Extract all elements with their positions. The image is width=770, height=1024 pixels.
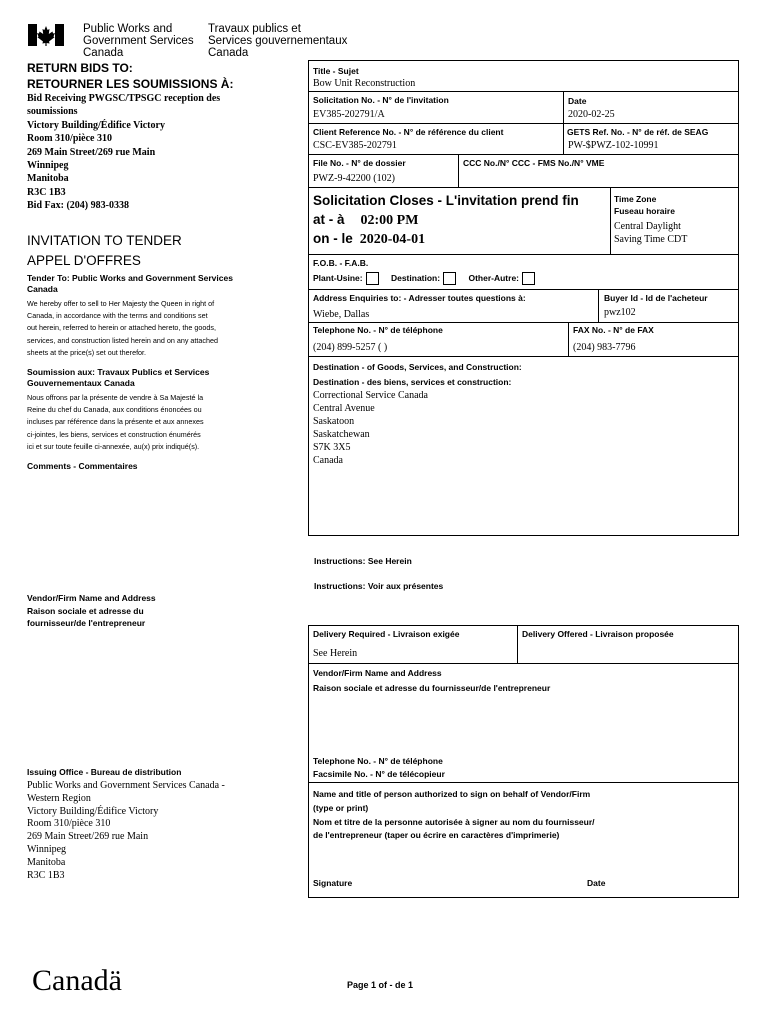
client-ref-label: Client Reference No. - N° de référence du client — [313, 127, 504, 137]
fob-options — [313, 272, 535, 285]
invitation-title: INVITATION TO TENDER APPEL D'OFFRES — [27, 233, 182, 268]
on-label: on - le — [313, 231, 353, 246]
gets-ref-value: PW-$PWZ-102-10991 — [568, 140, 659, 151]
tender-to-label: Tender To: Public Works and Government Services Canada — [27, 273, 233, 294]
instructions-fr: Instructions: Voir aux présentes — [314, 581, 444, 591]
closing-date — [313, 230, 425, 248]
signature-label: Signature — [313, 878, 353, 888]
destination-label: Destination: — [390, 272, 441, 283]
vendor-address-label: Vendor/Firm Name and Address Raison sociale et adresse du fournisseur/de l'entrepreneur — [313, 668, 551, 693]
soumission-label: Soumission aux: Travaux Publics et Services Gouvernementaux Canada — [27, 367, 210, 388]
tender-to-text: We hereby offer to sell to Her Majesty the Queen in right of Canada, in accordance with the terms and conditions set out herein, referred to herein or attached hereto, the goods, services, and construction listed herein and on any attached sheets at the price(s) set out therefor. — [27, 299, 218, 357]
vendor-left-label: Vendor/Firm Name and Address Raison sociale et adresse du fournisseur/de l'entrepreneur — [27, 593, 156, 628]
return-bids-address: Bid Receiving PWGSC/TPSGC reception des soumissions Victory Building/Édifice Victory Room 310/pièce 310 269 Main Street/269 rue Main Winnipeg Manitoba R3C 1B3 Bid Fax: (204) 983-0338 — [27, 93, 221, 212]
solicitation-no-value: EV385-202791/A — [313, 109, 385, 120]
at-label: at - à — [313, 212, 345, 227]
plant-label: Plant-Usine: — [313, 272, 363, 283]
delivery-required-value: See Herein — [313, 648, 358, 659]
destination-goods-label: Destination - of Goods, Services, and Construction: Destination - des biens, services et construction: — [313, 362, 522, 387]
instructions-en: Instructions: See Herein — [314, 556, 412, 566]
date-value: 2020-02-25 — [568, 109, 615, 120]
other-label: Other-Autre: — [468, 272, 519, 283]
page-number: Page 1 of - de 1 — [347, 980, 414, 990]
other-checkbox[interactable] — [522, 272, 535, 285]
fob-label: F.O.B. - F.A.B. — [313, 258, 369, 268]
address-enquiries-label: Address Enquiries to: - Adresser toutes questions à: — [313, 293, 526, 303]
timezone-label: Time Zone Fuseau horaire — [614, 194, 675, 216]
closing-time — [313, 211, 418, 229]
issuing-office-address: Public Works and Government Services Canada - Western Region Victory Building/Édifice Victory Room 310/pièce 310 269 Main Street/269 rue Main Winnipeg Manitoba R3C 1B3 — [27, 780, 225, 881]
address-enquiries-value: Wiebe, Dallas — [313, 309, 370, 320]
comments-label: Comments - Commentaires — [27, 461, 138, 471]
title-label: Title - Sujet — [313, 66, 359, 76]
file-no-label: File No. - N° de dossier — [313, 158, 406, 168]
closing-time-value: 02:00 PM — [360, 213, 419, 228]
buyer-id-label: Buyer Id - Id de l'acheteur — [604, 293, 708, 303]
date-label: Date — [568, 96, 587, 106]
telephone-value: (204) 899-5257 ( ) — [313, 342, 388, 353]
signature-date-label: Date — [587, 878, 606, 888]
department-name-en: Public Works and Government Services Canada — [83, 23, 194, 59]
soumission-text: Nous offrons par la présente de vendre à Sa Majesté la Reine du chef du Canada, aux conditions énoncées ou incluses par référence dans la présente et aux annexes ci-jointes, les biens, services et construction énumérés ici et sur toute feuille ci-annexée, au(x) prix indiqué(s). — [27, 393, 204, 451]
canada-wordmark: Canadä — [32, 964, 122, 997]
issuing-office-label: Issuing Office - Bureau de distribution — [27, 767, 182, 777]
timezone-value: Central Daylight Saving Time CDT — [614, 221, 688, 245]
ccc-label: CCC No./N° CCC - FMS No./N° VME — [463, 158, 605, 168]
solicitation-no-label: Solicitation No. - N° de l'invitation — [313, 95, 449, 105]
destination-checkbox[interactable] — [443, 272, 456, 285]
delivery-required-label: Delivery Required - Livraison exigée — [313, 629, 460, 639]
client-ref-value: CSC-EV385-202791 — [313, 140, 397, 151]
canada-flag-icon — [28, 24, 64, 46]
telephone-label: Telephone No. - N° de téléphone — [313, 325, 443, 335]
fax-label: FAX No. - N° de FAX — [573, 325, 654, 335]
file-no-value: PWZ-9-42200 (102) — [313, 173, 395, 184]
tel-fax-label: Telephone No. - N° de téléphone Facsimile No. - N° de télécopieur — [313, 756, 445, 779]
plant-checkbox[interactable] — [366, 272, 379, 285]
closing-date-value: 2020-04-01 — [359, 232, 426, 247]
return-bids-title: RETURN BIDS TO: RETOURNER LES SOUMISSIONS À: — [27, 61, 234, 91]
gets-ref-label: GETS Ref. No. - N° de réf. de SEAG — [567, 127, 709, 137]
buyer-id-value: pwz102 — [604, 307, 636, 318]
fax-value: (204) 983-7796 — [573, 342, 636, 353]
delivery-offered-label: Delivery Offered - Livraison proposée — [522, 629, 674, 639]
solicitation-closes-label: Solicitation Closes - L'invitation prend fin — [313, 193, 579, 208]
name-title-label: Name and title of person authorized to sign on behalf of Vendor/Firm (type or print) Nom et titre de la personne autorisée à signer au nom du fournisseur/ de l'entrepreneur (taper ou écrire en caractères d'imprimerie) — [313, 789, 595, 841]
title-value: Bow Unit Reconstruction — [313, 78, 416, 89]
department-name-fr: Travaux publics et Services gouvernementaux Canada — [208, 23, 348, 59]
destination-goods-address: Correctional Service Canada Central Avenue Saskatoon Saskatchewan S7K 3X5 Canada — [313, 390, 428, 466]
